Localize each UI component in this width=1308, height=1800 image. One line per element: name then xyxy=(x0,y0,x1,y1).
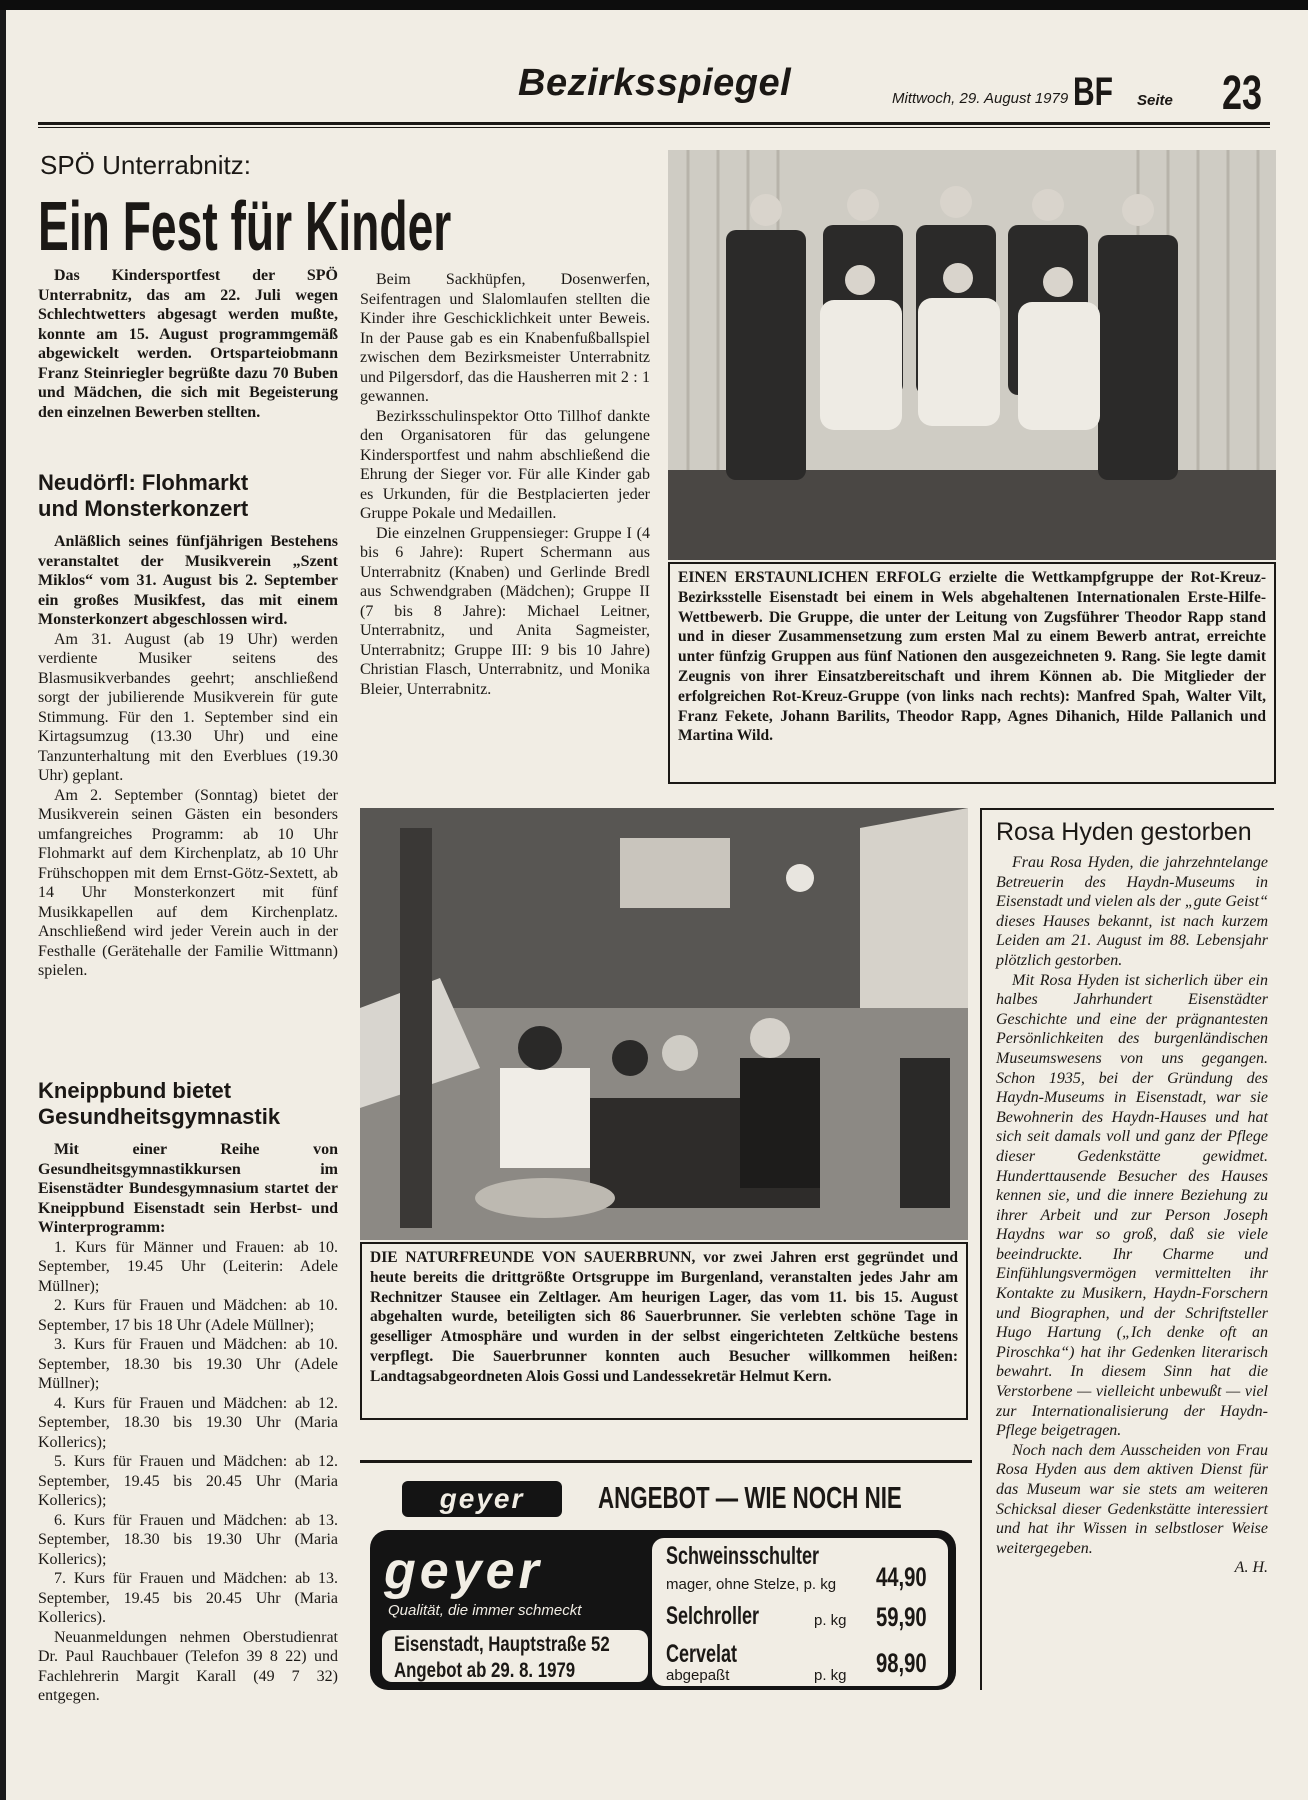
page-number: 23 xyxy=(1222,67,1263,120)
kneipp-course: 4. Kurs für Frauen und Mädchen: ab 12. September, 18.30 bis 19.30 Uhr (Maria Kollerics); xyxy=(38,1394,338,1451)
flohmarkt-article xyxy=(38,470,338,981)
kneipp-course: 7. Kurs für Frauen und Mädchen: ab 13. September, 19.45 bis 20.45 Uhr (Maria Kollerics). xyxy=(38,1570,338,1626)
flohmarkt-title-line2: und Monsterkonzert xyxy=(38,496,249,521)
kneipp-title-line2: Gesundheitsgymnastik xyxy=(38,1104,281,1129)
obituary-title: Rosa Hyden gestorben xyxy=(996,818,1252,846)
ad-headline: ANGEBOT — WIE NOCH NIE xyxy=(598,1480,902,1515)
geyer-logo-small: geyer xyxy=(402,1481,562,1517)
ad-item-name: Cervelat xyxy=(666,1640,738,1668)
red-cross-group-photo xyxy=(668,150,1276,560)
naturfreunde-caption-lead: DIE NATURFREUNDE VON SAUERBRUNN, xyxy=(370,1249,696,1266)
kneipp-course: 1. Kurs für Männer und Frauen: ab 10. September, 19.45 Uhr (Leiterin: Adele Müllner); xyxy=(38,1238,338,1295)
naturfreunde-camp-photo xyxy=(360,808,968,1240)
flohmarkt-paragraph-2: Am 2. September (Sonntag) bietet der Musikverein seinen Gästen ein besonders umfangreiches Programm: ab 10 Uhr Flohmarkt auf dem Kirchenplatz, ab 10 Uhr Frühschoppen mit dem Ernst-Götz-Sextett, ab 14 Uhr Monsterkonzert mit fünf Musikkapellen auf dem Kirchenplatz. Anschließend wird jeder Verein auch in der Festhalle (Gerätehalle der Familie Wittmann) spielen. xyxy=(38,786,338,979)
naturfreunde-caption-text: vor zwei Jahren erst gegründet und heute bereits die drittgrößte Ortsgruppe im Burgenland, veranstalten jedes Jahr am Rechnitzer Stausee ein Zeltlager. Am heurigen Lager, das vom 11. bis 15. August abgehalten wurde, beteiligten sich 86 Sauerbrunner. Sie verlebten schöne Tage in geselliger Atmosphäre und wurden in der selbst eingerichteten Zeltküche bestens verpflegt. Die Sauerbrunner konnten auch Besucher willkommen heißen: Landtagsabgeordneten Alois Gossi und Landessekretär Helmut Kern. xyxy=(370,1249,959,1385)
kneipp-course: 3. Kurs für Frauen und Mädchen: ab 10. September, 18.30 bis 19.30 Uhr (Adele Müllner); xyxy=(38,1336,338,1392)
red-cross-caption-lead: EINEN ERSTAUNLICHEN ERFOLG xyxy=(678,569,942,586)
ad-item-price: 44,90 xyxy=(876,1562,927,1592)
ad-item-detail: abgepaßt xyxy=(666,1667,730,1684)
obituary-paragraph-1: Frau Rosa Hyden, die jahrzehntelange Betreuerin des Haydn-Museums in Eisenstadt und vielen als der „gute Geist“ dieses Hauses bekannt, ist nach kurzem Leiden am 21. August im 88. Lebensjahr plötzlich gestorben. xyxy=(996,854,1268,969)
flohmarkt-paragraph-1: Am 31. August (ab 19 Uhr) werden verdiente Musiker seitens des Blasmusikverbandes geehrt; anschließend sorgt der jubilierende Musikverein für gute Stimmung. Für den 1. September sind ein Kirtagsumzug (13.30 Uhr) und eine Tanzunterhaltung mit den Everblues (19.30 Uhr) geplant. xyxy=(38,630,338,784)
lead-paragraph-1: Beim Sackhüpfen, Dosenwerfen, Seifentragen und Slalomlaufen stellten die Kinder ihre Geschicklichkeit unter Beweis. In der Pause gab es ein Knabenfußballspiel zwischen dem Bezirksmeister Unterrabnitz und Pilgersdorf, das die Hausherren mit 2 : 1 gewannen. xyxy=(360,271,650,405)
lead-intro: Das Kindersportfest der SPÖ Unterrabnitz, das am 22. Juli wegen Schlechtwetters abgesagt werden mußte, konnte am 15. August programmgemäß abgewickelt werden. Ortsparteiobmann Franz Steinriegler begrüßte dazu 70 Buben und Mädchen, die sich mit Begeisterung den einzelnen Bewerben stellten. xyxy=(38,267,338,421)
kneipp-intro: Mit einer Reihe von Gesundheitsgymnastikkursen im Eisenstädter Bundesgymnasium startet der Kneippbund Eisenstadt sein Herbst- und Winterprogramm: xyxy=(38,1141,338,1236)
kneipp-article xyxy=(38,1078,338,1706)
ad-valid-from: Angebot ab 29. 8. 1979 xyxy=(394,1659,576,1682)
ad-address: Eisenstadt, Hauptstraße 52 xyxy=(394,1633,610,1656)
section-title: Bezirksspiegel xyxy=(518,62,792,104)
naturfreunde-caption xyxy=(360,1242,968,1420)
scan-top-edge xyxy=(0,0,1308,10)
red-cross-photo-illustration xyxy=(668,150,1276,560)
obituary-body xyxy=(996,853,1268,1578)
ad-tagline: Qualität, die immer schmeckt xyxy=(388,1602,582,1619)
red-cross-caption-text: erzielte die Wettkampfgruppe der Rot-Kreuz-Bezirksstelle Eisenstadt bei einem in Wels abgehaltenen Internationalen Erste-Hilfe-Wettbewerb. Die Gruppe, die unter der Leitung von Zugsführer Theodor Rapp stand und in dieser Zusammensetzung zum ersten Mal zu einem Bewerb antrat, erreichte unter fünfzig Gruppen aus fünf Nationen den ausgezeichneten 9. Rang. Sie legte damit Zeugnis von ihrer Einsatzbereitschaft und ihrem Können ab. Die Mitglieder der erfolgreichen Rot-Kreuz-Gruppe (von links nach rechts): Manfred Spah, Walter Vilt, Franz Fekete, Johann Barilits, Theodor Rapp, Agnes Dihanich, Hilde Pallanich und Martina Wild. xyxy=(678,569,1267,745)
ad-item-detail: mager, ohne Stelze, p. kg xyxy=(666,1576,837,1593)
lead-headline: Ein Fest für Kinder xyxy=(38,187,452,265)
geyer-logo-large: geyer xyxy=(384,1542,543,1600)
lead-paragraph-2: Bezirksschulinspektor Otto Tillhof dankte den Organisatoren für das gelungene Kindersportfest und nahm abschließend die Ehrung der Sieger vor. Für alle Kinder gab es Urkunden, für die Bestplacierten jeder Gruppe Pokale und Medaillen. xyxy=(360,407,650,522)
obituary-paragraph-2: Mit Rosa Hyden ist sicherlich über ein halbes Jahrhundert Eisenstädter Geschichte und eine der prägnantesten Persönlichkeiten des burgenländischen Museumswesens von uns gegangen. Schon 1935, bei der Gründung des Haydn-Museums in Eisenstadt, war sie Bewohnerin des Haydn-Hauses und hat sich seit damals voll und ganz der Pflege dieser Gedenkstätte gewidmet. Hunderttausende Besucher des Hauses kennen sie, und die innere Beziehung zu ihrer Arbeit und zur Person Joseph Haydns war so groß, daß sie viele beeindruckte. Ihr Charme und Einfühlungsvermögen vermittelten ihr Kontakte zu Musikern, Haydn-Forschern und Biographen, und der Schriftsteller Hugo Hartung („Ich denke oft an Piroschka“) hat ihr Gedenken literarisch bewahrt. In diesem Sinn hat die Verstorbene — vielleicht unbewußt — viel zur Internationalisierung der Haydn-Pflege beigetragen. xyxy=(996,971,1268,1440)
kneipp-title-line1: Kneippbund bietet xyxy=(38,1078,232,1103)
red-cross-caption xyxy=(668,562,1276,784)
camp-photo-illustration xyxy=(360,808,968,1240)
header-rule xyxy=(38,122,1270,125)
lead-body-column xyxy=(360,270,650,699)
lead-kicker: SPÖ Unterrabnitz: xyxy=(40,150,251,180)
ad-item-price: 59,90 xyxy=(876,1602,927,1632)
page-label: Seite xyxy=(1137,92,1173,109)
kneipp-course: 5. Kurs für Frauen und Mädchen: ab 12. September, 19.45 bis 20.45 Uhr (Maria Kollerics); xyxy=(38,1453,338,1509)
ad-item-unit: p. kg xyxy=(814,1612,847,1629)
kneipp-outro: Neuanmeldungen nehmen Oberstudienrat Dr. Paul Rauchbauer (Telefon 39 8 22) und Fachlehrerin Margit Karall (49 7 32) entgegen. xyxy=(38,1628,338,1704)
kneipp-course: 6. Kurs für Frauen und Mädchen: ab 13. September, 18.30 bis 19.30 Uhr (Maria Kollerics); xyxy=(38,1511,338,1568)
scan-left-edge xyxy=(0,10,6,1800)
ad-item-name: Selchroller xyxy=(666,1602,760,1630)
ad-item-unit: p. kg xyxy=(814,1667,847,1684)
obituary-paragraph-3: Noch nach dem Ausscheiden von Frau Rosa Hyden aus dem aktiven Dienst für das Museum war sie stets am weiteren Schicksal dieser Gedenkstätte interessiert und hat ihr Wissen in selbstloser Weise weitergegeben. xyxy=(996,1441,1268,1557)
obituary-signature: A. H. xyxy=(1234,1559,1268,1577)
kneipp-course: 2. Kurs für Frauen und Mädchen: ab 10. September, 17 bis 18 Uhr (Adele Müllner); xyxy=(38,1297,338,1334)
lead-paragraph-3: Die einzelnen Gruppensieger: Gruppe I (4 bis 6 Jahre): Rupert Schermann aus Unterrabnitz (Knaben) und Gerlinde Bredl aus Schwendgraben (Mädchen); Gruppe II (7 bis 8 Jahre): Michael Leitner, Unterrabnitz, und Anita Sagmeister, Unterrabnitz; Gruppe III: 9 bis 10 Jahre) Christian Flasch, Unterrabnitz, und Monika Bleier, Unterrabnitz. xyxy=(360,524,650,698)
ad-item-price: 98,90 xyxy=(876,1648,927,1678)
paper-logo: BF xyxy=(1073,70,1113,114)
issue-date: Mittwoch, 29. August 1979 xyxy=(892,90,1069,107)
flohmarkt-title-line1: Neudörfl: Flohmarkt xyxy=(38,470,249,495)
lead-intro-column xyxy=(38,266,338,422)
ad-item-name: Schweinsschulter xyxy=(666,1542,820,1570)
flohmarkt-intro: Anläßlich seines fünfjährigen Bestehens veranstaltet der Musikverein „Szent Miklos“ vom 31. August bis 2. September ein großes Musikfest, das mit einem Monsterkonzert abgeschlossen wird. xyxy=(38,533,338,628)
header-rule-thin xyxy=(38,127,1270,128)
